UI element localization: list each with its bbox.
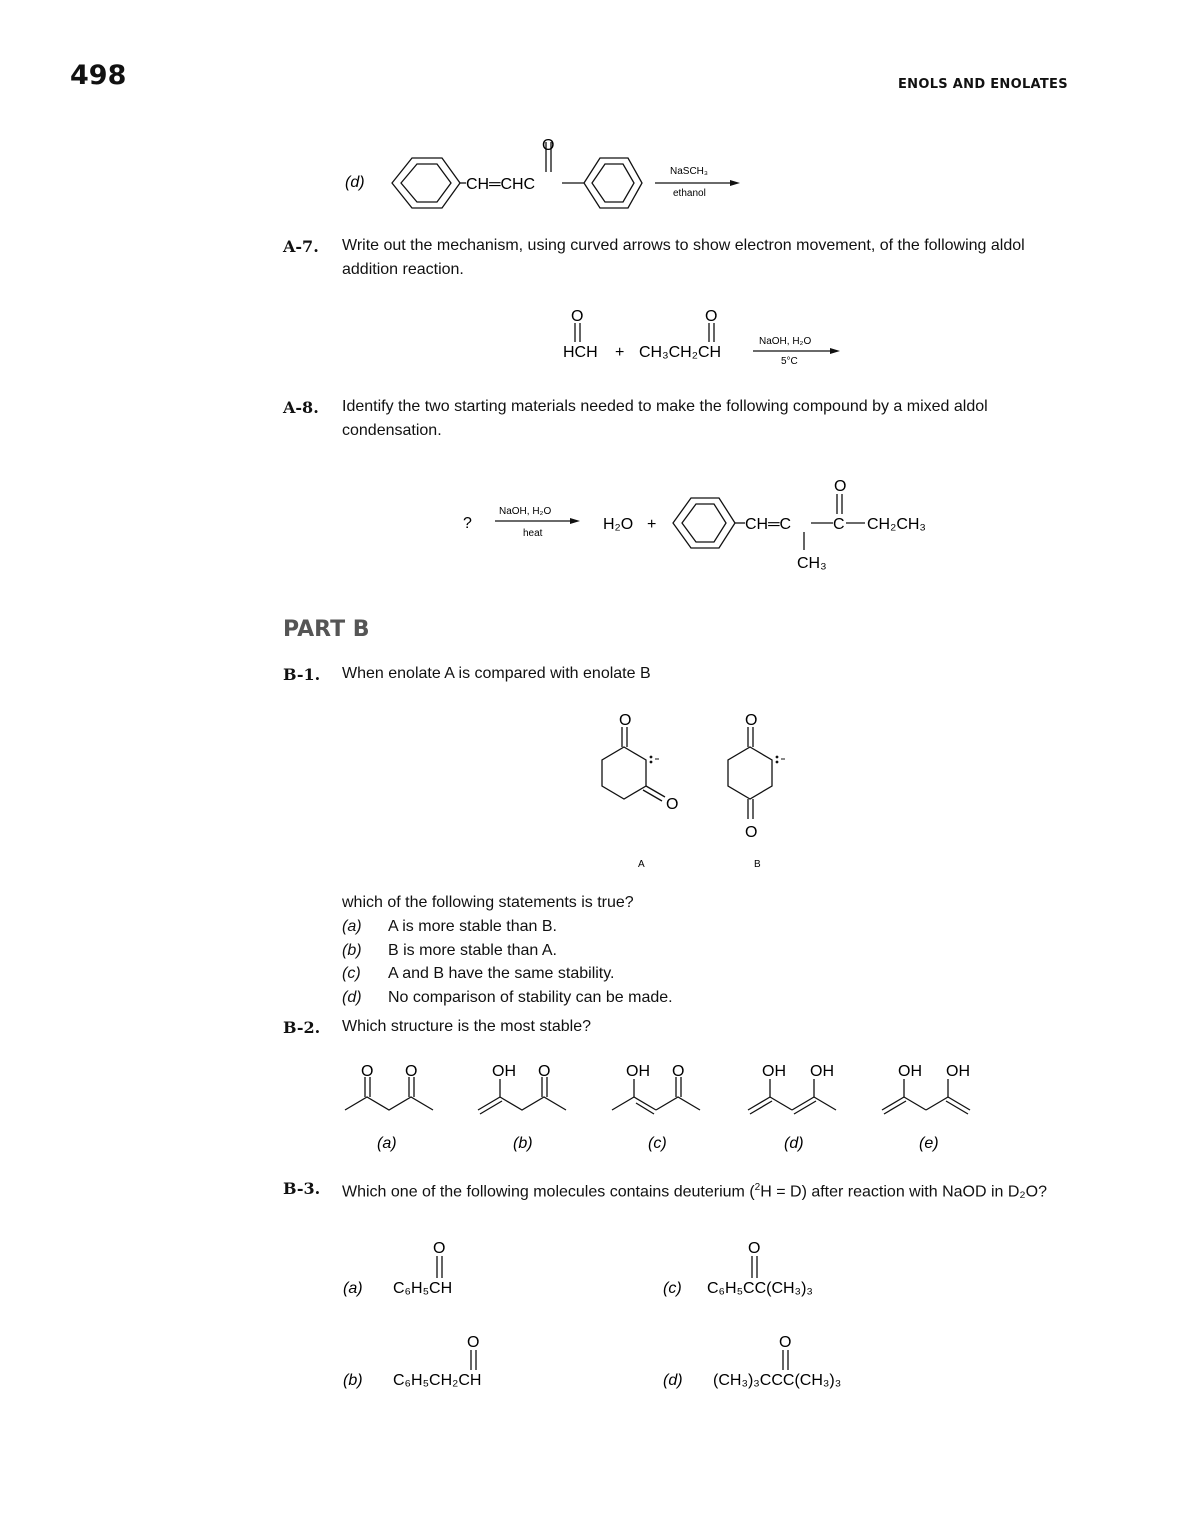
- structure-d: [748, 1079, 836, 1114]
- option-c-formula: C₆H₅CC(CH₃)₃: [707, 1280, 813, 1297]
- a6d-reaction-scheme: [330, 128, 770, 218]
- option-c: (c) A and B have the same stability.: [342, 965, 615, 982]
- benzene-ring: [673, 498, 735, 548]
- option-b-oxygen: O: [467, 1334, 480, 1351]
- option-a-oxygen: O: [433, 1240, 446, 1257]
- question-number-b3: B-3.: [283, 1179, 321, 1198]
- enolate-a: [602, 727, 665, 801]
- a7-reactant-2: CH₃CH₂CH: [639, 344, 722, 361]
- structure-a-oxygen-2: O: [405, 1063, 418, 1080]
- structure-c-oxygen: O: [672, 1063, 685, 1080]
- structure-a: [345, 1077, 433, 1110]
- option-b: (b) B is more stable than A.: [342, 941, 557, 959]
- running-head: ENOLS AND ENOLATES: [898, 77, 1068, 92]
- a7-reagent-bottom: 5°C: [781, 356, 798, 367]
- b1-enolate-structures: [580, 705, 820, 875]
- enolate-a-label: A: [638, 859, 645, 870]
- option-a: (a) A is more stable than B.: [342, 918, 557, 935]
- b1-options: [342, 915, 673, 1009]
- a6d-reagent-bottom: ethanol: [673, 188, 706, 199]
- a7-reaction-scheme: [555, 300, 855, 370]
- a8-unknown: ?: [463, 515, 472, 532]
- a8-reagent-bottom: heat: [523, 528, 543, 539]
- a6d-reagent-top: NaSCH₃: [670, 166, 708, 177]
- structure-e-oh-1: OH: [898, 1063, 922, 1080]
- option-b-label: (b): [343, 1372, 363, 1389]
- option-c-label: (c): [663, 1280, 682, 1297]
- a7-oxygen-1: O: [571, 308, 584, 325]
- question-text-a7: Write out the mechanism, using curved arrows to show electron movement, of the following aldol addition reaction.: [342, 237, 1025, 278]
- structure-a-oxygen-1: O: [361, 1063, 374, 1080]
- structure-a-label: (a): [377, 1135, 397, 1152]
- benzene-ring-right: [584, 158, 642, 208]
- enolate-a-oxygen-1: O: [619, 712, 632, 729]
- b3-formula-options: [335, 1232, 895, 1402]
- option-a-label: (a): [343, 1280, 363, 1297]
- a6d-label: (d): [345, 174, 365, 191]
- option-d-formula: (CH₃)₃CCC(CH₃)₃: [713, 1372, 842, 1389]
- enolate-b-label: B: [754, 859, 761, 870]
- reaction-arrowhead: [730, 180, 740, 186]
- structure-c: [612, 1077, 700, 1114]
- a7-reagent-top: NaOH, H₂O: [759, 336, 812, 347]
- option-b-formula: C₆H₅CH₂CH: [393, 1372, 482, 1389]
- a7-reactant-1: HCH: [563, 344, 598, 361]
- question-text-a8: Identify the two starting materials needed to make the following compound by a mixed aldol condensation.: [342, 398, 988, 439]
- question-text-b2: Which structure is the most stable?: [342, 1018, 591, 1035]
- a8-plus: +: [647, 516, 657, 533]
- a7-oxygen-2: O: [705, 308, 718, 325]
- structure-c-oh: OH: [626, 1063, 650, 1080]
- reaction-arrowhead: [830, 348, 840, 354]
- a8-reagent-top: NaOH, H₂O: [499, 506, 552, 517]
- structure-d-oh-2: OH: [810, 1063, 834, 1080]
- part-b-heading: PART B: [283, 617, 370, 642]
- structure-b-oh: OH: [492, 1063, 516, 1080]
- question-number-a7: A-7.: [283, 237, 319, 256]
- option-a-formula: C₆H₅CH: [393, 1280, 453, 1297]
- b2-tautomer-structures: [330, 1055, 1010, 1155]
- structure-b-oxygen: O: [538, 1063, 551, 1080]
- a8-chain-2: C: [833, 516, 845, 533]
- reaction-arrowhead: [570, 518, 580, 524]
- a6d-oxygen: O: [542, 137, 555, 154]
- a8-chain-1: CH═C: [745, 516, 791, 533]
- question-number-b2: B-2.: [283, 1018, 321, 1037]
- option-d-label: (d): [663, 1372, 683, 1389]
- option-d: (d) No comparison of stability can be made.: [342, 988, 673, 1006]
- enolate-b-oxygen-2: O: [745, 824, 758, 841]
- question-text-b1: When enolate A is compared with enolate B: [342, 665, 651, 682]
- option-c-oxygen: O: [748, 1240, 761, 1257]
- a6d-chain: CH═CHC: [466, 176, 536, 193]
- a8-water: H₂O: [603, 516, 634, 533]
- structure-e-label: (e): [919, 1135, 939, 1152]
- a8-chain-3: CH₂CH₃: [867, 516, 926, 533]
- question-number-b1: B-1.: [283, 665, 321, 684]
- a7-plus: +: [615, 344, 625, 361]
- option-d-oxygen: O: [779, 1334, 792, 1351]
- a8-methyl: CH₃: [797, 555, 827, 572]
- enolate-b-oxygen-1: O: [745, 712, 758, 729]
- page-number: 498: [70, 60, 127, 91]
- enolate-b: [728, 727, 772, 819]
- question-text-b3: Which one of the following molecules contains deuterium ($^2$H = D) after reaction with NaOD in D₂O?: [342, 1182, 1047, 1201]
- structure-d-oh-1: OH: [762, 1063, 786, 1080]
- question-number-a8: A-8.: [283, 398, 319, 417]
- structure-e: [882, 1079, 970, 1114]
- structure-e-oh-2: OH: [946, 1063, 970, 1080]
- structure-b-label: (b): [513, 1135, 533, 1152]
- enolate-a-oxygen-2: O: [666, 796, 679, 813]
- structure-c-label: (c): [648, 1135, 667, 1152]
- structure-d-label: (d): [784, 1135, 804, 1152]
- a8-oxygen: O: [834, 478, 847, 495]
- a8-reaction-scheme: [455, 470, 955, 580]
- benzene-ring-left: [392, 158, 460, 208]
- b1-question: which of the following statements is true?: [342, 894, 634, 911]
- structure-b: [478, 1077, 566, 1114]
